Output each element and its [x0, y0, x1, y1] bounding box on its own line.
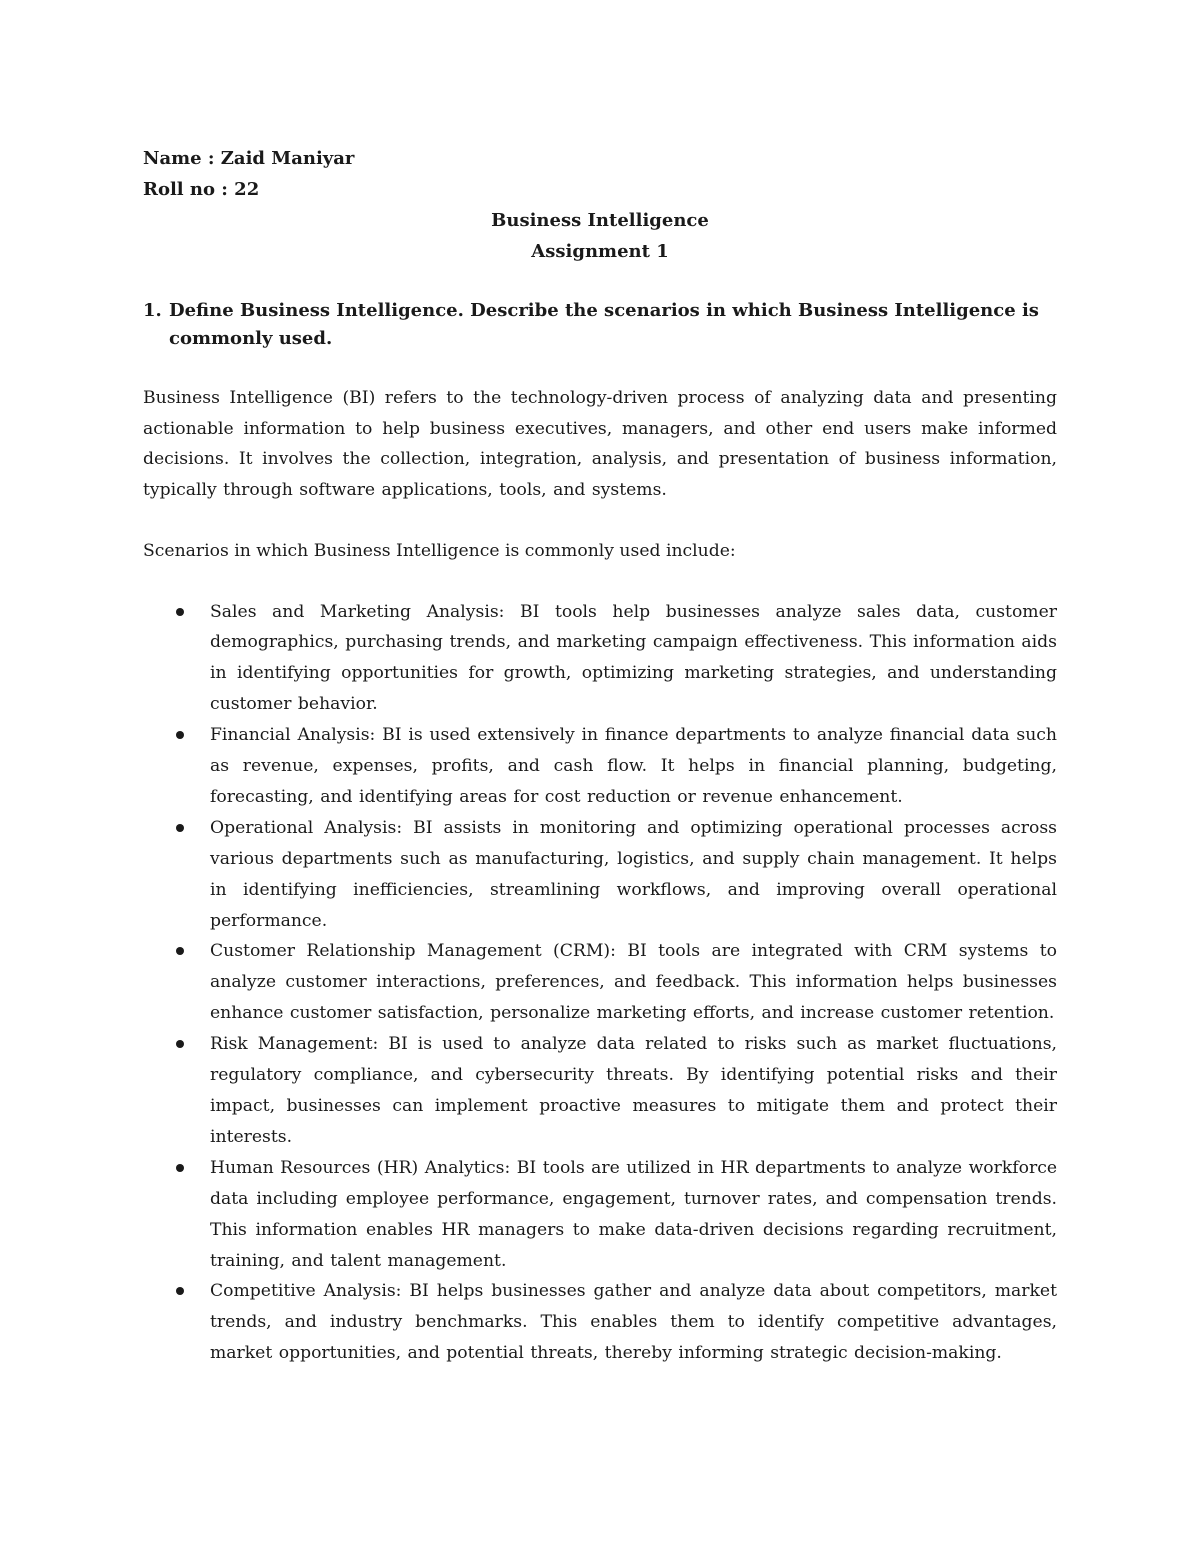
- list-item: [143, 720, 1057, 813]
- list-item: [143, 1153, 1057, 1277]
- document-page: [143, 143, 1057, 1369]
- scenario-text: Customer Relationship Management (CRM): BI tools are integrated with CRM systems to analyze customer interactions, preferences, and feedback. This information helps businesses enhance customer satisfaction, personalize marketing efforts, and increase customer retention.: [210, 941, 1057, 1024]
- scenarios-list: [143, 597, 1057, 1370]
- list-item: [143, 597, 1057, 721]
- scenarios-intro: Scenarios in which Business Intelligence is commonly used include:: [143, 540, 736, 561]
- roll-number: Roll no : 22: [143, 179, 260, 200]
- scenario-text: Financial Analysis: BI is used extensively in finance departments to analyze financial data such as revenue, expenses, profits, and cash flow. It helps in financial planning, budgeting, forecasting, and identifying areas for cost reduction or revenue enhancement.: [210, 725, 1057, 807]
- student-name: Name : Zaid Maniyar: [143, 148, 355, 169]
- question-heading: [143, 297, 1057, 353]
- list-item: [143, 1276, 1057, 1369]
- bullet-icon: [176, 947, 184, 955]
- list-item: [143, 1029, 1057, 1153]
- bullet-icon: [176, 1040, 184, 1048]
- scenario-text: Risk Management: BI is used to analyze data related to risks such as market fluctuations, regulatory compliance, and cybersecurity threats. By identifying potential risks and their impact, businesses can implement proactive measures to mitigate them and protect their interests.: [210, 1034, 1057, 1147]
- list-item: [143, 936, 1057, 1029]
- scenario-text: Human Resources (HR) Analytics: BI tools are utilized in HR departments to analyze workforce data including employee performance, engagement, turnover rates, and compensation trends. This information enables HR managers to make data-driven decisions regarding recruitment, training, and talent management.: [210, 1157, 1057, 1271]
- scenario-text: Sales and Marketing Analysis: BI tools help businesses analyze sales data, customer demographics, purchasing trends, and marketing campaign effectiveness. This information aids in identifying opportunities for growth, optimizing marketing strategies, and understanding customer behavior.: [210, 601, 1057, 715]
- scenario-text: Operational Analysis: BI assists in monitoring and optimizing operational processes across various departments such as manufacturing, logistics, and supply chain management. It helps in identifying inefficiencies, streamlining workflows, and improving overall operational performance.: [210, 817, 1057, 931]
- list-item: [143, 813, 1057, 937]
- assignment-title: Assignment 1: [531, 241, 669, 262]
- scenario-text: Competitive Analysis: BI helps businesses gather and analyze data about competitors, market trends, and industry benchmarks. This enables them to identify competitive advantages, market opportunities, and potential threats, thereby informing strategic decision-making.: [210, 1281, 1057, 1364]
- question-number: 1.: [143, 300, 162, 321]
- question-text: Define Business Intelligence. Describe the scenarios in which Business Intelligence is commonly used.: [169, 300, 1039, 349]
- bullet-icon: [176, 1287, 184, 1295]
- bullet-icon: [176, 1164, 184, 1172]
- bullet-icon: [176, 824, 184, 832]
- bullet-icon: [176, 731, 184, 739]
- subject-title: Business Intelligence: [491, 210, 709, 231]
- bullet-icon: [176, 608, 184, 616]
- definition-paragraph: Business Intelligence (BI) refers to the technology-driven process of analyzing data and presenting actionable information to help business executives, managers, and other end users make informed decisions. It involves the collection, integration, analysis, and presentation of business information, typically through software applications, tools, and systems.: [143, 388, 1057, 501]
